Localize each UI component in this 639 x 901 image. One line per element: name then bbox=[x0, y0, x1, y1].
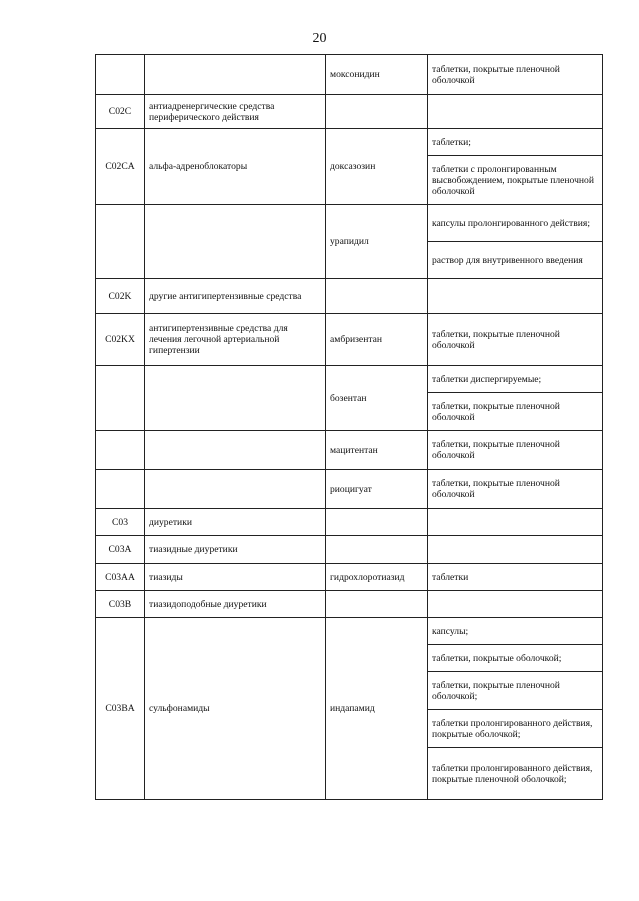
table-row bbox=[96, 564, 603, 591]
dosage-form bbox=[428, 279, 602, 313]
group-name: тиазидные диуретики bbox=[145, 536, 326, 564]
inn-name bbox=[326, 509, 428, 536]
inn-name: индапамид bbox=[326, 618, 428, 800]
group-name bbox=[145, 205, 326, 279]
group-name bbox=[145, 55, 326, 95]
dosage-form: таблетки пролонгированного действия, покрытые пленочной оболочкой; bbox=[428, 747, 602, 799]
group-name: антигипертензивные средства для лечения легочной артериальной гипертензии bbox=[145, 314, 326, 366]
dosage-form: капсулы; bbox=[432, 625, 469, 637]
dosage-form: таблетки с пролонгированным высвобождением, покрытые пленочной оболочкой bbox=[428, 155, 602, 204]
dosage-form bbox=[428, 509, 602, 535]
table-row bbox=[96, 618, 603, 800]
inn-name: урапидил bbox=[326, 205, 428, 279]
inn-name: доксазозин bbox=[326, 129, 428, 205]
inn-name bbox=[326, 95, 428, 129]
group-name: диуретики bbox=[145, 509, 326, 536]
dosage-form: раствор для внутривенного введения bbox=[428, 241, 602, 278]
table-row bbox=[96, 129, 603, 205]
table-row bbox=[96, 95, 603, 129]
dosage-form bbox=[428, 591, 602, 617]
group-name: антиадренергические средства периферического действия bbox=[145, 95, 326, 129]
dosage-form: таблетки пролонгированного действия, покрытые оболочкой; bbox=[428, 709, 602, 747]
table-row bbox=[96, 279, 603, 314]
atc-code: C02C bbox=[96, 95, 145, 129]
atc-code bbox=[96, 366, 145, 431]
inn-name bbox=[326, 591, 428, 618]
table-row bbox=[96, 509, 603, 536]
dosage-form: таблетки; bbox=[432, 136, 471, 148]
atc-code: C03B bbox=[96, 591, 145, 618]
atc-code bbox=[96, 205, 145, 279]
drug-table bbox=[95, 54, 603, 800]
dosage-form: таблетки, покрытые пленочной оболочкой; bbox=[428, 671, 602, 709]
dosage-form: таблетки, покрытые пленочной оболочкой bbox=[432, 63, 560, 86]
group-name bbox=[145, 366, 326, 431]
atc-code bbox=[96, 55, 145, 95]
group-name: тиазидоподобные диуретики bbox=[145, 591, 326, 618]
group-name: тиазиды bbox=[145, 564, 326, 591]
group-name bbox=[145, 470, 326, 509]
group-name: другие антигипертензивные средства bbox=[145, 279, 326, 314]
atc-code: C02KX bbox=[96, 314, 145, 366]
dosage-form bbox=[428, 536, 602, 563]
table-row bbox=[96, 536, 603, 564]
table-row bbox=[96, 591, 603, 618]
table-row bbox=[96, 55, 603, 95]
table-row bbox=[96, 366, 603, 431]
table-row bbox=[96, 314, 603, 366]
inn-name bbox=[326, 536, 428, 564]
dosage-form: таблетки диспергируемые; bbox=[432, 373, 542, 385]
dosage-form: таблетки, покрытые пленочной оболочкой bbox=[432, 478, 560, 500]
group-name: сульфонамиды bbox=[145, 618, 326, 800]
dosage-form: таблетки, покрытые пленочной оболочкой bbox=[428, 392, 602, 430]
table-row bbox=[96, 470, 603, 509]
atc-code bbox=[96, 470, 145, 509]
inn-name bbox=[326, 279, 428, 314]
inn-name: мацитентан bbox=[326, 431, 428, 470]
inn-name: амбризентан bbox=[326, 314, 428, 366]
inn-name: гидрохлоротиазид bbox=[326, 564, 428, 591]
atc-code: C02K bbox=[96, 279, 145, 314]
inn-name: моксонидин bbox=[326, 55, 428, 95]
atc-code bbox=[96, 431, 145, 470]
dosage-form: таблетки, покрытые оболочкой; bbox=[428, 644, 602, 671]
page-number: 20 bbox=[312, 31, 327, 46]
dosage-form bbox=[428, 95, 602, 128]
inn-name: бозентан bbox=[326, 366, 428, 431]
group-name bbox=[145, 431, 326, 470]
table-row bbox=[96, 205, 603, 279]
table-row bbox=[96, 431, 603, 470]
atc-code: C03AA bbox=[96, 564, 145, 591]
dosage-form: таблетки bbox=[432, 571, 469, 583]
inn-name: риоцигуат bbox=[326, 470, 428, 509]
atc-code: C02CA bbox=[96, 129, 145, 205]
atc-code: C03 bbox=[96, 509, 145, 536]
dosage-form: таблетки, покрытые пленочной оболочкой bbox=[432, 328, 560, 351]
dosage-form: капсулы пролонгированного действия; bbox=[432, 217, 590, 229]
atc-code: C03A bbox=[96, 536, 145, 564]
group-name: альфа-адреноблокаторы bbox=[145, 129, 326, 205]
dosage-form: таблетки, покрытые пленочной оболочкой bbox=[432, 439, 560, 461]
atc-code: C03BA bbox=[96, 618, 145, 800]
